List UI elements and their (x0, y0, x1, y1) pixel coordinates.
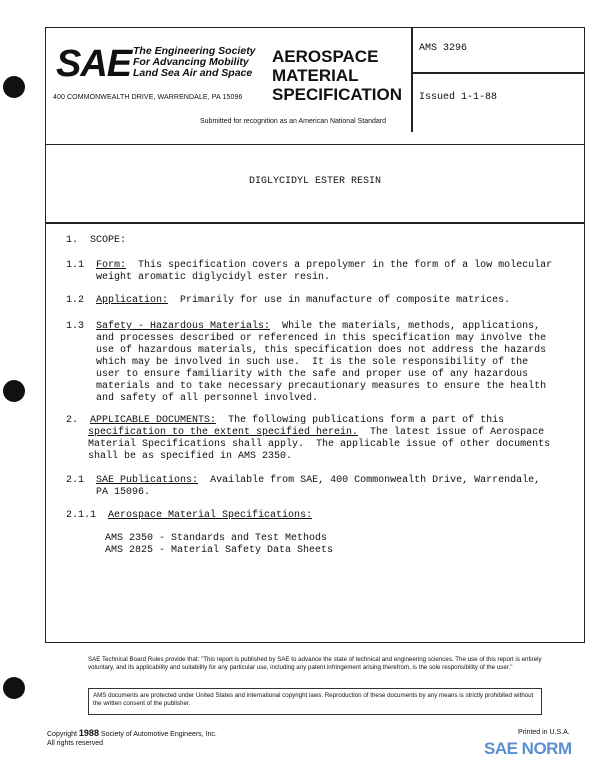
copyright-notice: AMS documents are protected under United States and international copyright laws. Reproduction of these documents by any means is strictly prohibited without the written consent of the publisher. (93, 692, 534, 707)
section-1-3-line: use of hazardous materials, this specification does not address the hazards (96, 345, 547, 356)
doc-type-line-1: AEROSPACE (272, 47, 379, 66)
document-title: DIGLYCIDYL ESTER RESIN (248, 176, 382, 187)
section-number: 1.2 (66, 295, 85, 306)
section-1-3-line: and processes described or referenced in this specification may involve the (96, 333, 547, 344)
punch-hole-1 (3, 76, 25, 98)
section-number: 2.1 (66, 475, 85, 486)
section-2-line: Material Specifications shall apply. The applicable issue of other documents (88, 439, 551, 450)
doc-type-line-3: SPECIFICATION (272, 85, 403, 104)
section-label: SAE Publications: (96, 475, 199, 486)
copyright-block (47, 729, 217, 748)
section-1-3-line: which may be involved in such use. It is the sole responsibility of the (96, 357, 529, 368)
society-tagline (133, 46, 256, 79)
header-divider (411, 27, 413, 132)
header-divider-horizontal (411, 72, 585, 74)
copyright-line (47, 729, 217, 739)
section-label: Safety - Hazardous Materials: (96, 321, 271, 332)
watermark-logo: SAE NORM (484, 739, 572, 758)
punch-hole-2 (3, 380, 25, 402)
section-2 (66, 415, 504, 427)
section-1-1 (66, 260, 552, 272)
copyright-year: 1988 (78, 728, 99, 738)
punch-hole-3 (3, 677, 25, 699)
section-number: 1.3 (66, 321, 85, 332)
sae-address: 400 COMMONWEALTH DRIVE, WARRENDALE, PA 15096 (53, 94, 243, 101)
tagline-line-3: Land Sea Air and Space (133, 67, 253, 79)
section-1-heading (66, 235, 126, 247)
copyright-owner: Society of Automotive Engineers, Inc. (100, 731, 217, 738)
printed-in: Printed in U.S.A. (518, 729, 570, 736)
section-1-3-line: materials and to take necessary precautionary measures to ensure the health (96, 381, 547, 392)
section-number: 1.1 (66, 260, 85, 271)
doc-type-line-2: MATERIAL (272, 66, 359, 85)
section-text: The following publications form a part of this (216, 415, 505, 426)
section-text: The latest issue of Aerospace (358, 427, 545, 438)
reference-item: AMS 2350 - Standards and Test Methods (105, 533, 328, 544)
section-text: This specification covers a prepolymer in the form of a low molecular (126, 260, 553, 271)
tagline-line-1: The Engineering Society (133, 45, 256, 57)
section-text: While the materials, methods, applications, (270, 321, 541, 332)
title-separator (45, 222, 585, 224)
section-1-1-cont: weight aromatic diglycidyl ester resin. (96, 272, 331, 283)
issue-date: Issued 1-1-88 (419, 92, 498, 103)
copyright-prefix: Copyright (47, 731, 77, 738)
sae-logo: SAE (56, 43, 132, 85)
section-label: Aerospace Material Specifications: (108, 510, 313, 521)
section-label: Form: (96, 260, 127, 271)
section-1-3 (66, 321, 540, 333)
section-2-1-cont: PA 15096. (96, 487, 151, 498)
board-rules-text: SAE Technical Board Rules provide that: "This report is published by SAE to advance the state of technical and engineering sciences. The use of this report is entirely voluntary, and its applicability and suitability for any particular use, including any patent infringement arising therefrom, is the sole responsibility of the user." (88, 656, 542, 671)
section-2-line (88, 427, 544, 439)
doc-type (272, 47, 402, 104)
submitted-note: Submitted for recognition as an American National Standard (200, 118, 386, 125)
section-text: Available from SAE, 400 Commonwealth Drive, Warrendale, (198, 475, 541, 486)
section-number: 2. (66, 415, 79, 426)
section-1-heading-text: 1. SCOPE: (66, 235, 127, 246)
spec-number: AMS 3296 (419, 43, 468, 54)
section-label: APPLICABLE DOCUMENTS: (90, 415, 217, 426)
section-1-2 (66, 295, 510, 307)
section-2-1 (66, 475, 540, 487)
section-2-1-1 (66, 510, 312, 522)
rights-reserved: All rights reserved (47, 740, 104, 747)
section-label: Application: (96, 295, 169, 306)
section-number: 2.1.1 (66, 510, 97, 521)
section-label-cont: specification to the extent specified herein. (88, 427, 359, 438)
section-1-3-line: user to ensure familiarity with the safe and proper use of any hazardous (96, 369, 529, 380)
section-2-line: shall be as specified in AMS 2350. (88, 451, 293, 462)
copyright-notice-box (88, 688, 542, 715)
section-1-3-line: and safety of all personnel involved. (96, 393, 319, 404)
reference-item: AMS 2825 - Material Safety Data Sheets (105, 545, 334, 556)
tagline-line-2: For Advancing Mobility (133, 56, 249, 68)
section-text: Primarily for use in manufacture of composite matrices. (168, 295, 511, 306)
